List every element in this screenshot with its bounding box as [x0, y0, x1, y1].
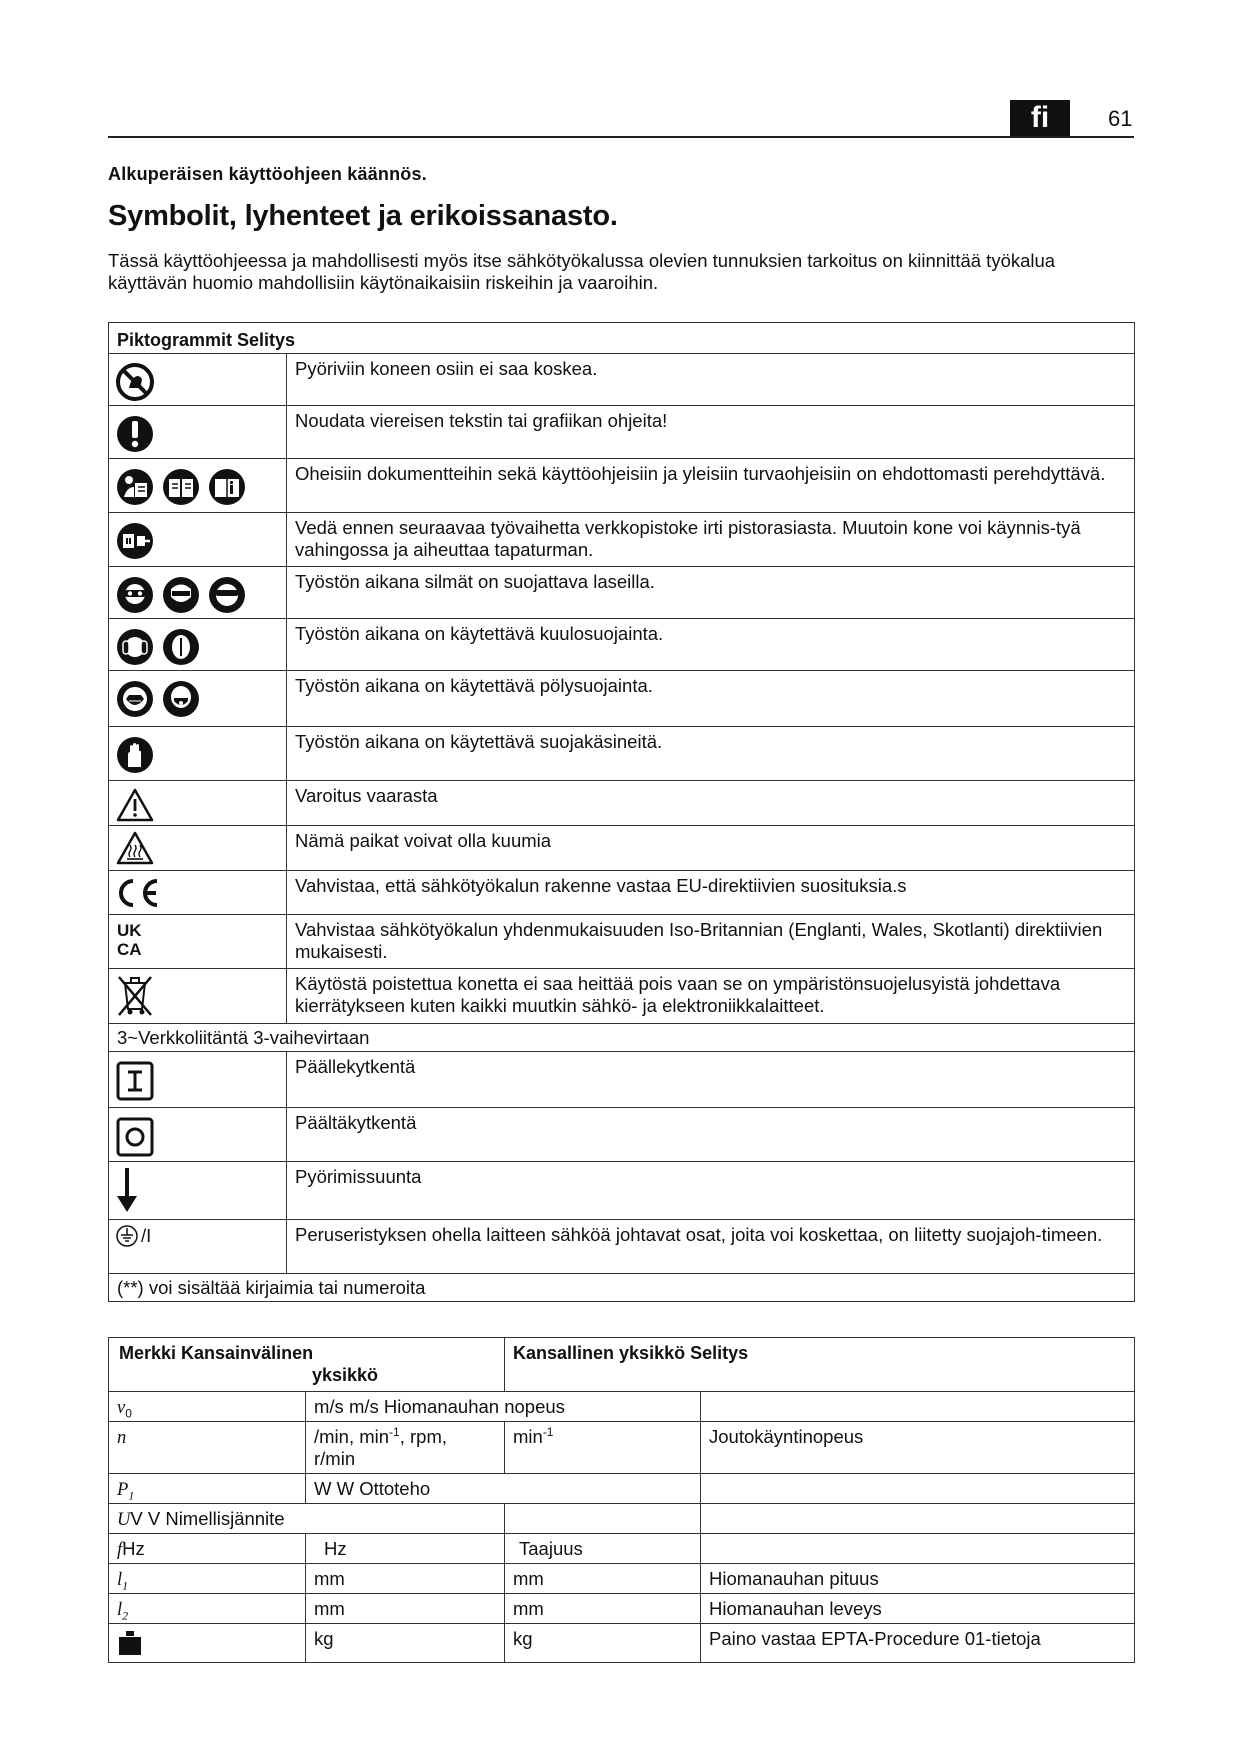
national-cell: mm	[505, 1594, 701, 1624]
no-touch-rotating-icon	[115, 362, 155, 402]
switch-on-icon	[115, 1060, 155, 1102]
international-cell: kg	[306, 1624, 505, 1663]
header-symbol: Merkki Kansainvälinen	[119, 1343, 314, 1363]
description-cell: Työstön aikana on käytettävä pölysuojainta.	[287, 671, 1135, 727]
ce-mark-icon	[115, 877, 161, 909]
switch-off-icon	[115, 1116, 155, 1158]
face-shield-icon	[161, 575, 201, 615]
symbol: P	[117, 1480, 129, 1500]
explanation-cell: Joutokäyntinopeus	[701, 1422, 1135, 1474]
national-cell: kg	[505, 1624, 701, 1663]
pictogram-header-cell: Piktogrammit Selitys	[109, 323, 1135, 354]
description-cell: Päällekytkentä	[287, 1052, 1135, 1108]
symbol: f	[117, 1540, 123, 1560]
symbol: v	[117, 1398, 126, 1418]
description-cell: Päältäkytkentä	[287, 1108, 1135, 1162]
national-cell: mm	[505, 1564, 701, 1594]
icon-cell	[109, 567, 287, 619]
ear-muffs-icon	[115, 627, 155, 667]
table-row	[109, 781, 1135, 826]
description-cell: Peruseristyksen ohella laitteen sähköä johtavat osat, joita voi koskettaa, on liitetty suojajoh-timeen.	[287, 1220, 1135, 1274]
book-info-icon	[207, 467, 247, 507]
international-cell: /min, $\min^{-1}$, rpm, r/min	[306, 1422, 505, 1474]
header-national: Kansallinen yksikkö	[513, 1343, 686, 1363]
icon-cell	[109, 781, 287, 826]
description-cell: Työstön aikana silmät on suojattava laseilla.	[287, 567, 1135, 619]
icon-cell	[109, 406, 287, 459]
description-cell: Vahvistaa sähkötyökalun yhdenmukaisuuden Iso-Britannian (Englanti, Wales, Skotlanti) direktiivien mukaisesti.	[287, 915, 1135, 969]
table-row	[109, 406, 1135, 459]
gloves-icon	[115, 735, 155, 775]
header-symbol-cell	[109, 1338, 505, 1392]
icon-cell	[109, 354, 287, 406]
symbol: n	[117, 1428, 127, 1448]
explanation-cell: Paino vastaa EPTA-Procedure 01-tietoja	[701, 1624, 1135, 1663]
description-cell: Pyörimissuunta	[287, 1162, 1135, 1220]
pictogram-table	[108, 322, 1135, 1302]
units-table	[108, 1337, 1135, 1663]
explanation-cell: Hiomanauhan pituus	[701, 1564, 1135, 1594]
spanning-cell: 3~Verkkoliitäntä 3-vaihevirtaan	[109, 1024, 1135, 1052]
weee-bin-icon	[115, 973, 155, 1019]
table-row	[109, 1024, 1135, 1052]
table-row	[109, 727, 1135, 781]
header-explanation: Selitys	[690, 1343, 749, 1363]
merged-cell	[109, 1504, 505, 1534]
explanation-cell	[701, 1534, 1135, 1564]
ear-protection-icon	[161, 627, 201, 667]
respirator-icon	[161, 679, 201, 719]
description-cell: Käytöstä poistettua konetta ei saa heittää pois vaan se on ympäristönsuojelusyistä johdettava kierrätykseen kuten kaikki muutkin sähkö- ja elektroniikkalaitteet.	[287, 969, 1135, 1024]
symbol-cell	[109, 1474, 306, 1504]
table-row	[109, 459, 1135, 513]
icon-cell	[109, 727, 287, 781]
description-cell: Vedä ennen seuraavaa työvaihetta verkkopistoke irti pistorasiasta. Muutoin kone voi käynnis-tyä vahingossa ja aiheuttaa tapaturman.	[287, 513, 1135, 567]
exclamation-icon	[115, 414, 155, 454]
symbol-subscript: 1	[128, 1488, 135, 1503]
ukca-mark-icon	[115, 919, 151, 959]
symbol: l	[117, 1570, 123, 1590]
read-manual-icon	[115, 467, 155, 507]
header-rule	[108, 136, 1134, 138]
intro-paragraph: Tässä käyttöohjeessa ja mahdollisesti myös itse sähkötyökalussa olevien tunnuksien tarkoitus on kiinnittää työkalua käyttävän huomio mahdollisiin käytönaikaisiin riskeihin ja vaaroihin.	[108, 250, 1056, 293]
merged-cell: m/s m/s Hiomanauhan nopeus	[306, 1392, 701, 1422]
description-cell: Työstön aikana on käytettävä kuulosuojainta.	[287, 619, 1135, 671]
explanation-cell	[701, 1504, 1135, 1534]
national-cell	[505, 1504, 701, 1534]
table-row	[109, 1052, 1135, 1108]
svg-text:UK: UK	[117, 921, 142, 940]
table-row	[109, 969, 1135, 1024]
merged-cell: W W Ottoteho	[306, 1474, 701, 1504]
icon-cell	[109, 619, 287, 671]
international-cell: mm	[306, 1594, 505, 1624]
document-subtitle: Alkuperäisen käyttöohjeen käännös.	[108, 164, 427, 184]
symbol-cell	[109, 1624, 306, 1663]
rotation-direction-icon	[115, 1166, 145, 1214]
icon-cell	[109, 969, 287, 1024]
table-row	[109, 915, 1135, 969]
explanation-cell	[701, 1474, 1135, 1504]
description-cell: Noudata viereisen tekstin tai grafiikan ohjeita!	[287, 406, 1135, 459]
icon-cell	[109, 513, 287, 567]
symbol-cell	[109, 1564, 306, 1594]
table-row	[109, 1504, 1135, 1534]
symbol-cell	[109, 1392, 306, 1422]
svg-text:CA: CA	[117, 940, 142, 959]
table-row	[109, 354, 1135, 406]
section-title: Symbolit, lyhenteet ja erikoissanasto.	[108, 200, 618, 232]
symbol: U	[117, 1510, 131, 1530]
book-icon	[161, 467, 201, 507]
description-cell: Oheisiin dokumentteihin sekä käyttöohjeisiin ja yleisiin turvaohjeisiin on ehdottomasti perehdyttävä.	[287, 459, 1135, 513]
language-badge: fi	[1010, 100, 1070, 136]
description-cell: Pyöriviin koneen osiin ei saa koskea.	[287, 354, 1135, 406]
eye-protection-icon	[207, 575, 247, 615]
symbol-cell	[109, 1594, 306, 1624]
symbol-subscript: 2	[122, 1608, 129, 1623]
description-cell: Työstön aikana on käytettävä suojakäsineitä.	[287, 727, 1135, 781]
international-cell: mm	[306, 1564, 505, 1594]
table-row	[109, 1624, 1135, 1663]
table-row	[109, 1422, 1135, 1474]
symbol-cell	[109, 1534, 306, 1564]
table-row	[109, 671, 1135, 727]
dust-mask-icon	[115, 679, 155, 719]
hot-surface-icon	[115, 830, 155, 866]
table-row	[109, 871, 1135, 915]
header-international: yksikkö	[312, 1365, 379, 1385]
icon-cell	[109, 826, 287, 871]
description-cell: Vahvistaa, että sähkötyökalun rakenne vastaa EU-direktiivien suosituksia.s	[287, 871, 1135, 915]
international-cell: Hz	[306, 1534, 505, 1564]
table-row	[109, 1162, 1135, 1220]
table-row	[109, 1220, 1135, 1274]
spanning-cell: (**) voi sisältää kirjaimia tai numeroita	[109, 1274, 1135, 1302]
icon-cell	[109, 871, 287, 915]
icon-cell	[109, 1220, 287, 1274]
symbol-suffix: Hz	[122, 1538, 145, 1559]
table-row	[109, 1534, 1135, 1564]
national-cell: $\min^{-1}$	[505, 1422, 701, 1474]
icon-cell	[109, 671, 287, 727]
explanation-cell: Hiomanauhan leveys	[701, 1594, 1135, 1624]
icon-cell	[109, 1108, 287, 1162]
weight-icon	[117, 1630, 143, 1656]
earth-ground-icon	[115, 1224, 139, 1248]
merged-text: V V Nimellisjännite	[130, 1508, 285, 1529]
icon-cell	[109, 459, 287, 513]
goggles-icon	[115, 575, 155, 615]
header-national-cell	[505, 1338, 1135, 1392]
symbol: l	[117, 1600, 123, 1620]
table-row	[109, 1274, 1135, 1302]
table-row	[109, 1594, 1135, 1624]
symbol-cell	[109, 1422, 306, 1474]
unplug-icon	[115, 521, 155, 561]
table-row	[109, 1564, 1135, 1594]
units-table-header	[109, 1338, 1135, 1392]
table-row	[109, 1108, 1135, 1162]
table-row	[109, 1392, 1135, 1422]
symbol-subscript: 0	[125, 1406, 132, 1421]
table-row	[109, 567, 1135, 619]
description-cell: Nämä paikat voivat olla kuumia	[287, 826, 1135, 871]
symbol-subscript: 1	[122, 1578, 129, 1593]
icon-cell	[109, 1052, 287, 1108]
icon-cell	[109, 1162, 287, 1220]
national-cell: Taajuus	[505, 1534, 701, 1564]
explanation-cell	[701, 1392, 1135, 1422]
table-row	[109, 619, 1135, 671]
table-row	[109, 513, 1135, 567]
earth-ground-suffix: /I	[141, 1225, 152, 1246]
description-cell: Varoitus vaarasta	[287, 781, 1135, 826]
warning-triangle-icon	[115, 787, 155, 823]
icon-cell	[109, 915, 287, 969]
table-row	[109, 826, 1135, 871]
table-row	[109, 1474, 1135, 1504]
page-number: 61	[1108, 106, 1133, 131]
pictogram-table-header	[109, 323, 1135, 354]
